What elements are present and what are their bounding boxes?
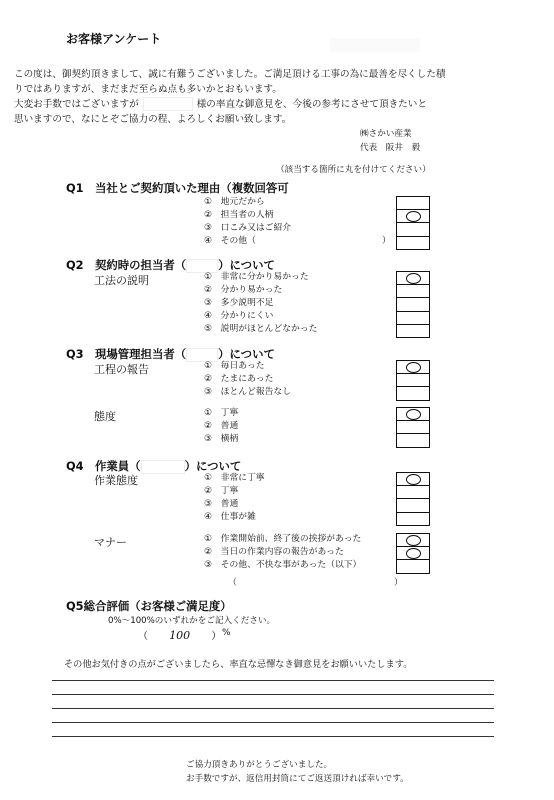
q4-sub-label-2: マナー (94, 536, 127, 549)
q1-box-4[interactable] (397, 237, 429, 249)
q2-box-4[interactable] (397, 312, 429, 325)
circle-mark-icon (406, 535, 421, 546)
circle-instruction: （該当する箇所に丸を付けてください） (276, 165, 431, 175)
q3-option-2-1: ① 丁寧 (204, 408, 239, 418)
q3-option-1-2: ② たまにあった (204, 374, 274, 384)
q3-attitude-box-3[interactable] (397, 434, 429, 446)
q3-attitude-box-1[interactable] (397, 408, 429, 421)
q2-option-1: ① 非常に分かり易かった (204, 272, 309, 282)
q1-box-2[interactable] (397, 210, 429, 223)
q4-manner-box-1[interactable] (397, 534, 429, 547)
intro-line-1: この度は、御契約頂きまして、誠に有難うございました。ご満足頂ける工事の為に最善を尽くした積 (14, 69, 446, 80)
q3-process-box-1[interactable] (397, 361, 429, 374)
q3-process-box-2[interactable] (397, 374, 429, 387)
page-title: お客様アンケート (66, 32, 162, 46)
q5-instruction: 0%～100%のいずれかをご記入ください。 (108, 616, 276, 626)
name-redaction (141, 460, 185, 474)
name-redaction (143, 97, 193, 111)
q3-option-1-1: ① 毎日あった (204, 361, 265, 371)
intro-line-4: 思いますので、なにとぞご協力の程、よろしくお願い致します。 (14, 114, 292, 125)
comments-prompt: その他お気付きの点がございましたら、率直な忌憚なき御意見をお願いいたします。 (64, 659, 413, 670)
q5-answer (138, 627, 221, 642)
q4-manner-box-3[interactable] (397, 560, 429, 572)
q3-option-1-3: ③ ほとんど報告なし (204, 387, 292, 397)
q3-attitude-boxes[interactable] (396, 407, 430, 448)
q3-sub-label-2: 態度 (94, 410, 116, 423)
q2-option-2: ② 分かり易かった (204, 285, 283, 295)
q4-work-box-1[interactable] (397, 473, 429, 486)
q1-option-1: ① 地元だから (204, 197, 265, 207)
q2-sub-label: 工法の説明 (94, 274, 149, 287)
q3-heading-start: Q3 現場管理担当者（ (66, 347, 187, 361)
q4-option-1-1: ① 非常に丁寧 (204, 473, 265, 483)
q4-option-2-2: ② 当日の作業内容の報告があった (204, 547, 344, 557)
q5-answer-value: 100 (169, 629, 191, 642)
q1-option-3: ③ 口こみ又はご紹介 (204, 223, 292, 233)
q4-manner-work-boxes[interactable] (396, 472, 430, 526)
comment-line-3[interactable] (52, 708, 494, 709)
q4-work-box-2[interactable] (397, 486, 429, 499)
q5-unit: % (222, 628, 231, 638)
q4-paren-close: ） (394, 578, 403, 588)
q4-heading-end: ）について (184, 459, 242, 473)
closing-line-2: お手数ですが、返信用封筒にてご返送頂ければ幸いです。 (186, 774, 409, 784)
q4-heading-start: Q4 作業員（ (66, 459, 141, 473)
circle-mark-icon (406, 362, 421, 373)
circle-mark-icon (406, 273, 421, 284)
q4-work-box-3[interactable] (397, 499, 429, 512)
q4-option-1-3: ③ 普通 (204, 499, 239, 509)
comment-line-1[interactable] (52, 680, 494, 681)
redacted-area (330, 38, 420, 52)
q2-box-2[interactable] (397, 285, 429, 298)
company-name: ㈱さかい産業 (360, 129, 412, 139)
circle-mark-icon (406, 474, 421, 485)
q1-answer-boxes[interactable] (396, 196, 430, 250)
q3-process-boxes[interactable] (396, 360, 430, 401)
q4-sub-label-1: 作業態度 (94, 474, 138, 487)
circle-mark-icon (406, 409, 421, 420)
q4-manner-box-2[interactable] (397, 547, 429, 560)
q4-manner-boxes[interactable] (396, 533, 430, 574)
q4-option-2-1: ① 作業開始前、終了後の挨拶があった (204, 534, 362, 544)
q2-box-5[interactable] (397, 325, 429, 337)
q5-heading: Q5総合評価（お客様ご満足度） (66, 599, 232, 613)
q2-box-3[interactable] (397, 298, 429, 311)
q1-option-2: ② 担当者の人柄 (204, 210, 274, 220)
intro-line-3-end: 様の率直な御意見を、今後の参考にさせて頂きたいと (196, 99, 427, 110)
q2-option-5: ⑤ 説明がほとんどなかった (204, 324, 318, 334)
comment-line-2[interactable] (52, 694, 494, 695)
q4-work-box-4[interactable] (397, 513, 429, 525)
q1-heading: Q1 当社とご契約頂いた理由（複数回答可 (66, 181, 289, 195)
q5-answer-close: ） (211, 631, 222, 642)
closing-line-1: ご協力頂きありがとうございました。 (186, 760, 333, 770)
company-representative: 代表 阪井 毅 (360, 143, 421, 153)
comment-line-4[interactable] (52, 722, 494, 723)
q4-paren-open: （ (228, 578, 237, 588)
q3-heading-end: ）について (218, 347, 275, 361)
circle-mark-icon (406, 548, 421, 559)
q2-answer-boxes[interactable] (396, 271, 430, 338)
q2-box-1[interactable] (397, 272, 429, 285)
q1-option-4: ④ その他（ (204, 236, 256, 246)
q4-option-1-2: ② 丁寧 (204, 486, 239, 496)
q1-other-close: ） (382, 236, 391, 246)
q5-answer-open: （ (138, 631, 148, 642)
q4-option-1-4: ④ 仕事が雑 (204, 512, 256, 522)
intro-line-3-start: 大変お手数ではございますが (14, 99, 139, 110)
q1-box-1[interactable] (397, 197, 429, 210)
q2-option-4: ④ 分かりにくい (204, 311, 274, 321)
q3-sub-label-1: 工程の報告 (94, 363, 149, 376)
q2-heading-start: Q2 契約時の担当者（ (66, 258, 187, 272)
intro-line-2: りではありますが、まだまだ至らぬ点も多いかとおもいます。 (14, 84, 282, 95)
q2-heading-end: ）について (218, 258, 275, 272)
q4-option-2-3: ③ その他、不快な事があった（以下） (204, 560, 362, 570)
circle-mark-icon (406, 211, 421, 222)
q3-process-box-3[interactable] (397, 387, 429, 399)
comment-line-5[interactable] (52, 736, 494, 737)
q1-box-3[interactable] (397, 223, 429, 236)
q3-option-2-2: ② 普通 (204, 421, 239, 431)
q2-option-3: ③ 多少説明不足 (204, 298, 274, 308)
q3-option-2-3: ③ 横柄 (204, 434, 239, 444)
q3-attitude-box-2[interactable] (397, 421, 429, 434)
